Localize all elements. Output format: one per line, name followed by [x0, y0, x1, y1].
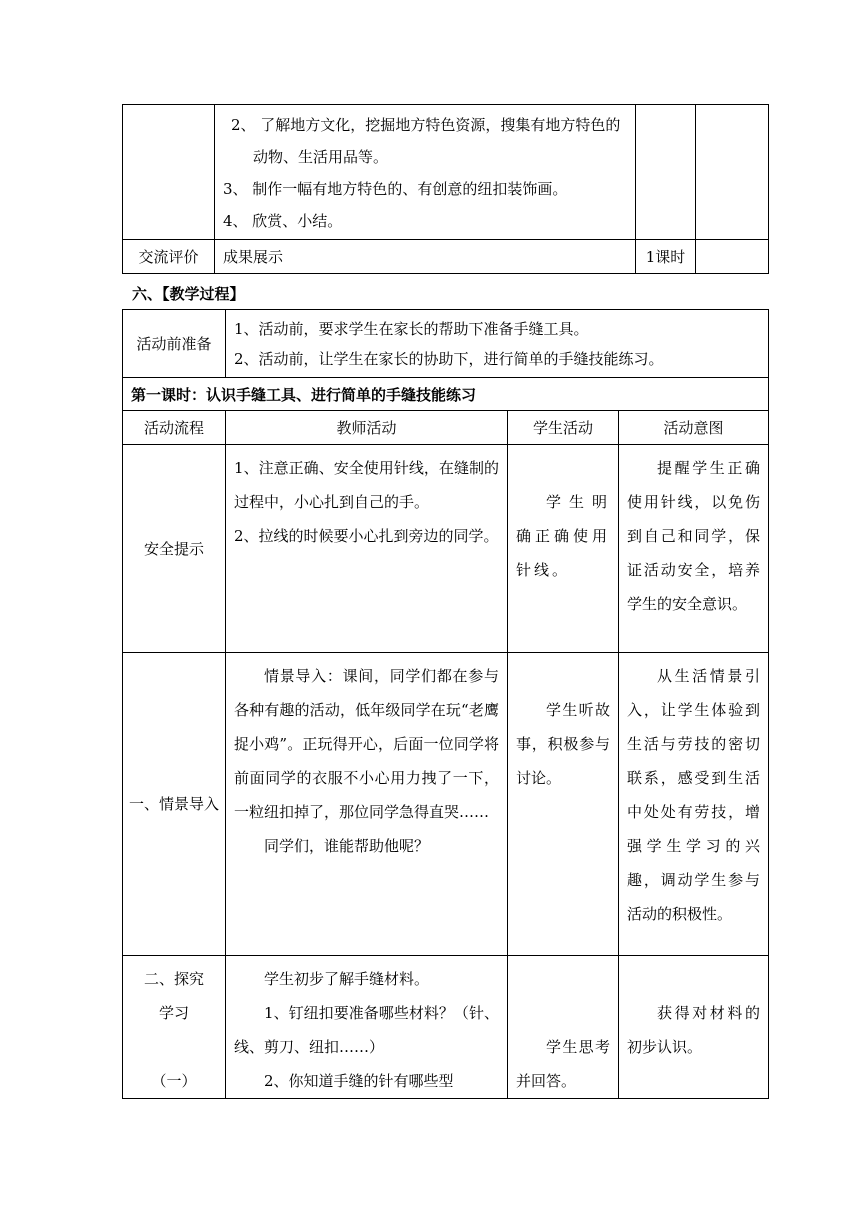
header-intent: 活动意图	[619, 411, 769, 445]
teaching-process-table	[122, 309, 769, 1099]
plan-step-2: 2、 了解地方文化，挖掘地方特色资源，搜集有地方特色的动物、生活用品等。	[231, 116, 621, 166]
intent-inquiry-text: 获得对材料的初步认识。	[627, 1004, 761, 1056]
plan-steps-cell	[215, 105, 636, 240]
flow-scenario: 一、情景导入	[123, 653, 226, 956]
student-inquiry	[508, 956, 619, 1099]
teacher-inquiry-3: 2、你知道手缝的针有哪些型	[264, 1072, 454, 1090]
flow-inquiry	[123, 956, 226, 1099]
intent-scenario-text: 从生活情景引入，让学生体验到生活与劳技的密切联系，感受到生活中处处有劳技，增强学生学习的兴趣，调动学生参与活动的积极性。	[627, 667, 761, 923]
evaluation-content: 成果展示	[215, 240, 636, 274]
header-teacher: 教师活动	[226, 411, 508, 445]
intent-scenario	[619, 653, 769, 956]
student-safety	[508, 445, 619, 653]
plan-step-3: 3、 制作一幅有地方特色的、有创意的纽扣装饰画。	[223, 180, 568, 198]
prep-item-1: 1、活动前，要求学生在家长的帮助下准备手缝工具。	[234, 320, 589, 338]
prep-content	[226, 310, 769, 378]
plan-note-cell	[696, 105, 769, 240]
teacher-scenario-2: 同学们，谁能帮助他呢？	[264, 837, 430, 855]
teacher-scenario	[226, 653, 508, 956]
intent-safety-text: 提醒学生正确使用针线，以免伤到自己和同学，保证活动安全，培养学生的安全意识。	[627, 459, 761, 613]
teacher-scenario-1: 情景导入：课间，同学们都在参与各种有趣的活动，低年级同学在玩“老鹰捉小鸡”。正玩得开心，后面一位同学将前面同学的衣服不小心用力拽了一下，一粒纽扣掉了，那位同学急得直哭……	[234, 667, 499, 821]
teacher-inquiry	[226, 956, 508, 1099]
evaluation-note	[696, 240, 769, 274]
teacher-safety-1: 1、注意正确、安全使用针线，在缝制的过程中，小心扎到自己的手。	[234, 459, 499, 511]
evaluation-label: 交流评价	[123, 240, 215, 274]
student-scenario-text: 学生听故事，积极参与讨论。	[516, 701, 610, 787]
evaluation-time: 1课时	[636, 240, 696, 274]
header-student: 学生活动	[508, 411, 619, 445]
flow-inquiry-line-1: 二、探究	[143, 970, 204, 988]
flow-inquiry-line-3: （一）	[151, 1072, 197, 1090]
intent-safety	[619, 445, 769, 653]
teacher-inquiry-1: 学生初步了解手缝材料。	[264, 970, 430, 988]
intent-inquiry	[619, 956, 769, 1099]
student-scenario	[508, 653, 619, 956]
plan-label-cell	[123, 105, 215, 240]
plan-time-cell	[636, 105, 696, 240]
prep-label: 活动前准备	[123, 310, 226, 378]
student-inquiry-text: 学生思考并回答。	[516, 1038, 610, 1090]
teacher-safety-2: 2、拉线的时候要小心扎到旁边的同学。	[234, 527, 499, 545]
plan-table-continued	[122, 104, 769, 274]
flow-inquiry-line-2: 学习	[158, 1004, 189, 1022]
header-flow: 活动流程	[123, 411, 226, 445]
teacher-inquiry-2: 1、钉纽扣要准备哪些材料？（针、线、剪刀、纽扣……）	[234, 1004, 499, 1056]
section-heading: 六、【教学过程】	[132, 285, 245, 303]
teacher-safety	[226, 445, 508, 653]
prep-item-2: 2、活动前，让学生在家长的协助下，进行简单的手缝技能练习。	[234, 350, 664, 368]
student-safety-text: 学生明确正确使用针线。	[516, 493, 610, 579]
flow-safety: 安全提示	[123, 445, 226, 653]
plan-step-4: 4、 欣赏、小结。	[223, 212, 343, 230]
lesson-title: 第一课时：认识手缝工具、进行简单的手缝技能练习	[123, 378, 769, 411]
